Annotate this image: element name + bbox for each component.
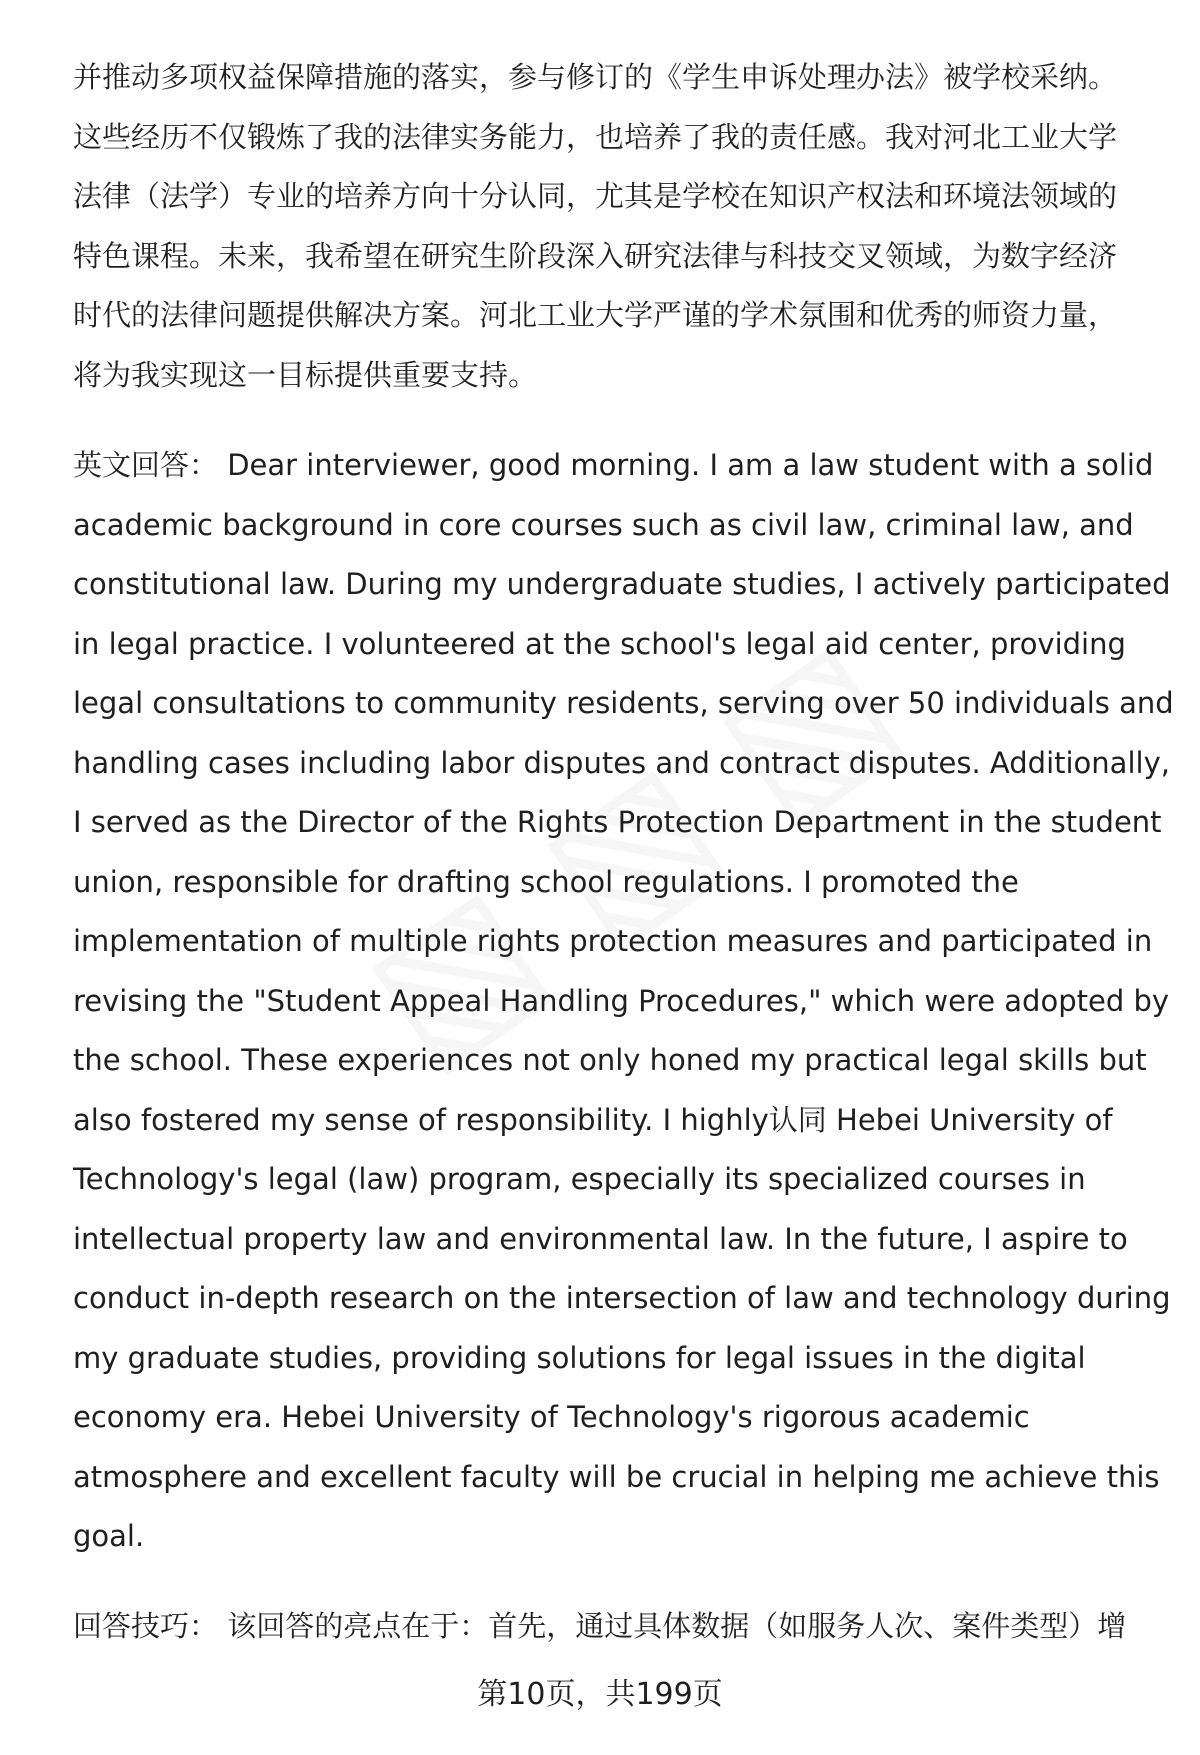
text-line: 时代的法律问题提供解决方案。河北工业大学严谨的学术氛围和优秀的师资力量，	[73, 298, 1118, 332]
text-line: also fostered my sense of responsibility. I highly认同 Hebei University of	[73, 1103, 1113, 1137]
text-line: 这些经历不仅锻炼了我的法律实务能力，也培养了我的责任感。我对河北工业大学	[73, 120, 1118, 154]
page-number: 第10页，共199页	[477, 1677, 723, 1712]
text-line: conduct in-depth research on the intersection of law and technology during	[73, 1281, 1171, 1315]
text-line: my graduate studies, providing solutions for legal issues in the digital	[73, 1341, 1086, 1375]
text-line: union, responsible for drafting school regulations. I promoted the	[73, 865, 1019, 899]
text-line: 特色课程。未来，我希望在研究生阶段深入研究法律与科技交叉领域，为数字经济	[73, 239, 1118, 273]
text-line: academic background in core courses such as civil law, criminal law, and	[73, 508, 1134, 542]
text-line: in legal practice. I volunteered at the school's legal aid center, providing	[73, 627, 1126, 661]
text-line: constitutional law. During my undergraduate studies, I actively participated	[73, 567, 1171, 601]
text-line: 将为我实现这一目标提供重要支持。	[73, 358, 538, 392]
text-line: Technology's legal (law) program, especially its specialized courses in	[73, 1162, 1086, 1196]
text-line: the school. These experiences not only honed my practical legal skills but	[73, 1043, 1147, 1077]
text-line: atmosphere and excellent faculty will be crucial in helping me achieve this	[73, 1460, 1160, 1494]
text-line: revising the "Student Appeal Handling Procedures," which were adopted by	[73, 984, 1170, 1018]
text-line: I served as the Director of the Rights Protection Department in the student	[73, 805, 1162, 839]
text-line: implementation of multiple rights protection measures and participated in	[73, 924, 1153, 958]
text-line: 英文回答： Dear interviewer, good morning. I am a law student with a solid	[73, 448, 1154, 482]
text-line: goal.	[73, 1519, 145, 1553]
text-line: intellectual property law and environmental law. In the future, I aspire to	[73, 1222, 1128, 1256]
text-line: 法律（法学）专业的培养方向十分认同，尤其是学校在知识产权法和环境法领域的	[73, 179, 1118, 213]
text-line: 回答技巧： 该回答的亮点在于：首先，通过具体数据（如服务人次、案件类型）增	[73, 1609, 1127, 1643]
text-line: handling cases including labor disputes and contract disputes. Additionally,	[73, 746, 1170, 780]
text-line: legal consultations to community residents, serving over 50 individuals and	[73, 686, 1174, 720]
text-line: 并推动多项权益保障措施的落实，参与修订的《学生申诉处理办法》被学校采纳。	[73, 60, 1118, 94]
text-line: economy era. Hebei University of Technology's rigorous academic	[73, 1400, 1030, 1434]
